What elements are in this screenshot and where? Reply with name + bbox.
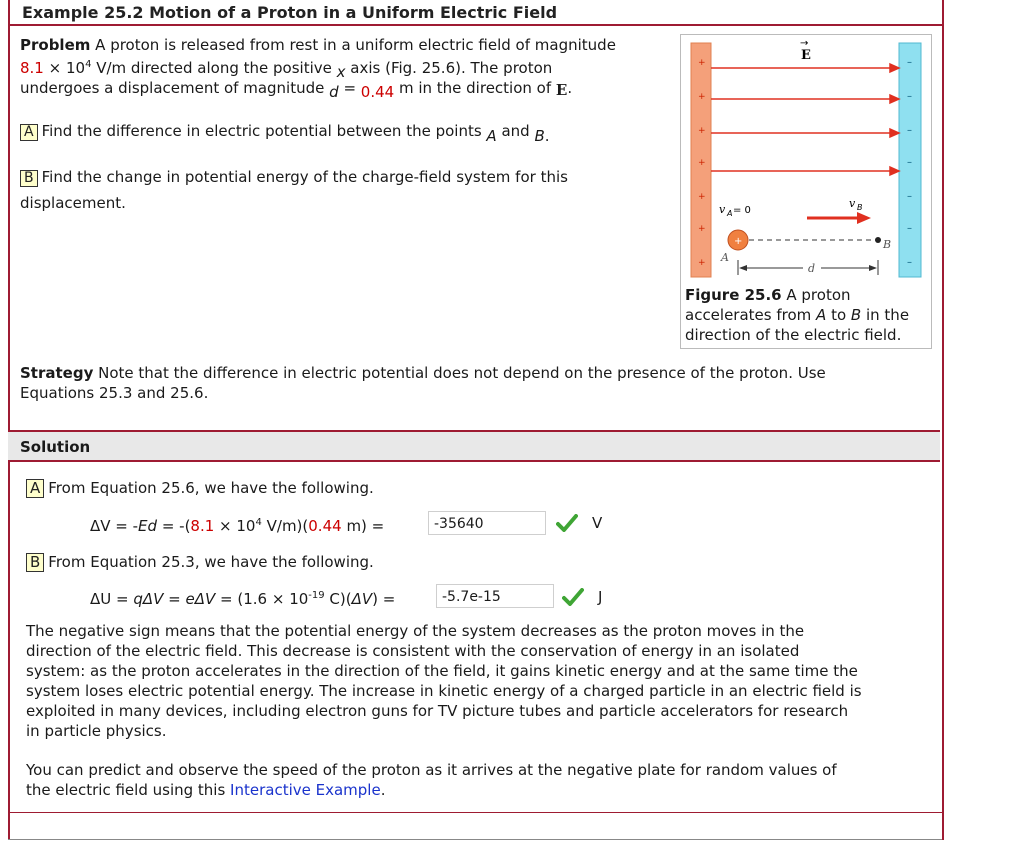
problem-text-2: V/m directed along the positive xyxy=(91,59,337,77)
minus-sign: – xyxy=(907,191,912,202)
part-b-question xyxy=(20,167,568,187)
vB-subscript: B xyxy=(857,203,863,212)
part-a-question xyxy=(20,121,550,145)
problem-text-5: m in the direction of xyxy=(394,79,556,97)
title-bar xyxy=(8,0,942,26)
part-b-line-2: displacement. xyxy=(20,194,126,212)
problem-text-3: axis (Fig. 25.6). The proton xyxy=(345,59,553,77)
fig-d-label: d xyxy=(808,262,816,275)
minus-sign: – xyxy=(907,157,912,168)
point-a: A xyxy=(486,127,497,145)
solution-a-tag: A xyxy=(26,479,44,498)
caption-to: to xyxy=(826,306,851,324)
problem-text-4: undergoes a displacement of magnitude xyxy=(20,79,330,97)
caption-B: B xyxy=(850,306,862,324)
part-a-text: Find the difference in electric potential between the points xyxy=(41,122,487,140)
field-arrowhead xyxy=(890,95,899,103)
axis-variable: x xyxy=(336,63,346,81)
answer-b-unit: J xyxy=(598,588,603,606)
strategy-line-2: Equations 25.3 and 25.6. xyxy=(20,384,209,402)
E-field-label: E xyxy=(801,48,811,63)
figure-25-6 xyxy=(680,34,932,349)
plus-sign: + xyxy=(698,92,706,102)
eq-a-lhs: ΔV = - xyxy=(90,517,139,535)
caption-line-2 xyxy=(685,305,931,325)
solution-a-equation xyxy=(90,513,384,536)
minus-sign: – xyxy=(907,125,912,136)
displacement-value: 0.44 xyxy=(360,83,395,101)
eq-b-1: ΔU = xyxy=(90,590,134,608)
solution-a-intro xyxy=(26,478,374,498)
interactive-period: . xyxy=(380,781,386,799)
eq-b-4: C)( xyxy=(324,590,352,608)
answer-b-input[interactable]: -5.7e-15 xyxy=(436,584,554,608)
point-b-dot xyxy=(875,237,881,243)
vA-subscript: A xyxy=(727,209,733,218)
plus-sign: + xyxy=(698,224,706,234)
velocity-arrowhead xyxy=(857,212,871,224)
equals: = xyxy=(338,79,361,97)
eq-a-field: 8.1 xyxy=(190,517,215,535)
caption-line-3: direction of the electric field. xyxy=(685,326,902,344)
figure-caption xyxy=(685,285,931,345)
times-ten: × 10 xyxy=(43,59,86,77)
interactive-text: the electric field using this xyxy=(26,781,231,799)
eq-b-dv: ΔV xyxy=(351,590,373,608)
answer-a-input[interactable]: -35640 xyxy=(428,511,546,535)
eq-a-times: × 10 xyxy=(214,517,256,535)
E-vector: E xyxy=(555,81,568,99)
d-arrow-left xyxy=(739,265,747,271)
solution-a-text: From Equation 25.6, we have the following. xyxy=(48,479,374,497)
eq-a-mid: = -( xyxy=(157,517,191,535)
d-variable: d xyxy=(329,83,339,101)
interactive-line-2 xyxy=(26,780,385,800)
minus-sign: – xyxy=(907,91,912,102)
solution-header xyxy=(8,430,940,462)
solution-title: Solution xyxy=(20,438,91,456)
field-arrowhead xyxy=(890,167,899,175)
dot: . xyxy=(544,127,550,145)
eq-a-end: m) = xyxy=(341,517,385,535)
problem-line-1 xyxy=(20,35,616,55)
solution-b-tag: B xyxy=(26,553,44,572)
proton-charge: + xyxy=(734,236,743,247)
explanation-line-6: in particle physics. xyxy=(26,722,167,740)
and-text: and xyxy=(496,122,535,140)
eq-a-exp: 4 xyxy=(255,517,262,528)
field-arrowhead xyxy=(890,129,899,137)
strategy-line-1 xyxy=(20,363,826,383)
part-a-tag: A xyxy=(20,124,38,141)
vA-equals-zero: = 0 xyxy=(733,205,751,216)
eq-b-5: ) = xyxy=(372,590,396,608)
problem-label: Problem xyxy=(20,36,91,54)
figure-diagram xyxy=(681,35,931,283)
period: . xyxy=(567,79,573,97)
d-arrow-right xyxy=(869,265,877,271)
plus-sign: + xyxy=(698,258,706,268)
interactive-example-link[interactable]: Interactive Example xyxy=(230,781,381,799)
point-b: B xyxy=(534,127,545,145)
E-vector-arrow-icon: → xyxy=(800,38,809,49)
explanation-line-1: The negative sign means that the potential energy of the system decreases as the proton moves in the xyxy=(26,622,805,640)
caption-A: A xyxy=(816,306,827,324)
fig-point-A: A xyxy=(721,251,729,264)
strategy-label: Strategy xyxy=(20,364,94,382)
problem-line-3 xyxy=(20,78,573,101)
eq-b-e: eΔV xyxy=(185,590,216,608)
answer-a-unit: V xyxy=(592,514,603,532)
field-arrowhead xyxy=(890,64,899,72)
problem-line-2 xyxy=(20,55,553,81)
caption-line-1 xyxy=(685,285,931,305)
explanation-line-5: exploited in many devices, including electron guns for TV picture tubes and particle accelerators for research xyxy=(26,702,849,720)
caption-text-2b: in the xyxy=(861,306,910,324)
vB-label: v xyxy=(849,197,856,210)
explanation-line-3: system: as the proton accelerates in the direction of the field, it gains kinetic energy and at the same time the xyxy=(26,662,858,680)
eq-a-Ed: Ed xyxy=(138,517,158,535)
eq-a-d: 0.44 xyxy=(308,517,342,535)
page-title: Example 25.2 Motion of a Proton in a Uniform Electric Field xyxy=(22,3,558,22)
minus-sign: – xyxy=(907,223,912,234)
eq-b-exp: -19 xyxy=(308,590,325,601)
part-b-tag: B xyxy=(20,170,38,187)
field-exponent: 4 xyxy=(85,59,92,70)
plus-sign: + xyxy=(698,192,706,202)
field-magnitude: 8.1 xyxy=(20,59,44,77)
explanation-line-2: direction of the electric field. This decrease is consistent with the conservation of energy in an isolated xyxy=(26,642,800,660)
minus-sign: – xyxy=(907,57,912,68)
bottom-bar xyxy=(8,812,942,840)
check-icon xyxy=(562,588,584,606)
solution-b-text: From Equation 25.3, we have the following. xyxy=(48,553,374,571)
minus-sign: – xyxy=(907,257,912,268)
eq-b-2: = xyxy=(163,590,186,608)
part-b-line-1: Find the change in potential energy of the charge-field system for this xyxy=(41,168,568,186)
strategy-text-1: Note that the difference in electric potential does not depend on the presence of the proton. Use xyxy=(93,364,826,382)
eq-a-units: V/m)( xyxy=(261,517,309,535)
problem-text-1: A proton is released from rest in a uniform electric field of magnitude xyxy=(90,36,616,54)
caption-text-1: A proton xyxy=(781,286,851,304)
fig-point-B: B xyxy=(883,238,892,251)
interactive-line-1: You can predict and observe the speed of the proton as it arrives at the negative plate for random values of xyxy=(26,761,837,779)
explanation-line-4: system loses electric potential energy. The increase in kinetic energy of a charged particle in an electric field is xyxy=(26,682,862,700)
plus-sign: + xyxy=(698,126,706,136)
solution-b-equation xyxy=(90,586,395,609)
plus-sign: + xyxy=(698,58,706,68)
plus-sign: + xyxy=(698,158,706,168)
vA-label: v xyxy=(719,203,726,216)
eq-b-q: qΔV xyxy=(133,590,164,608)
check-icon xyxy=(556,514,578,532)
solution-b-intro xyxy=(26,552,374,572)
caption-text-2a: accelerates from xyxy=(685,306,817,324)
caption-title: Figure 25.6 xyxy=(685,286,782,304)
eq-b-3: = (1.6 × 10 xyxy=(215,590,309,608)
